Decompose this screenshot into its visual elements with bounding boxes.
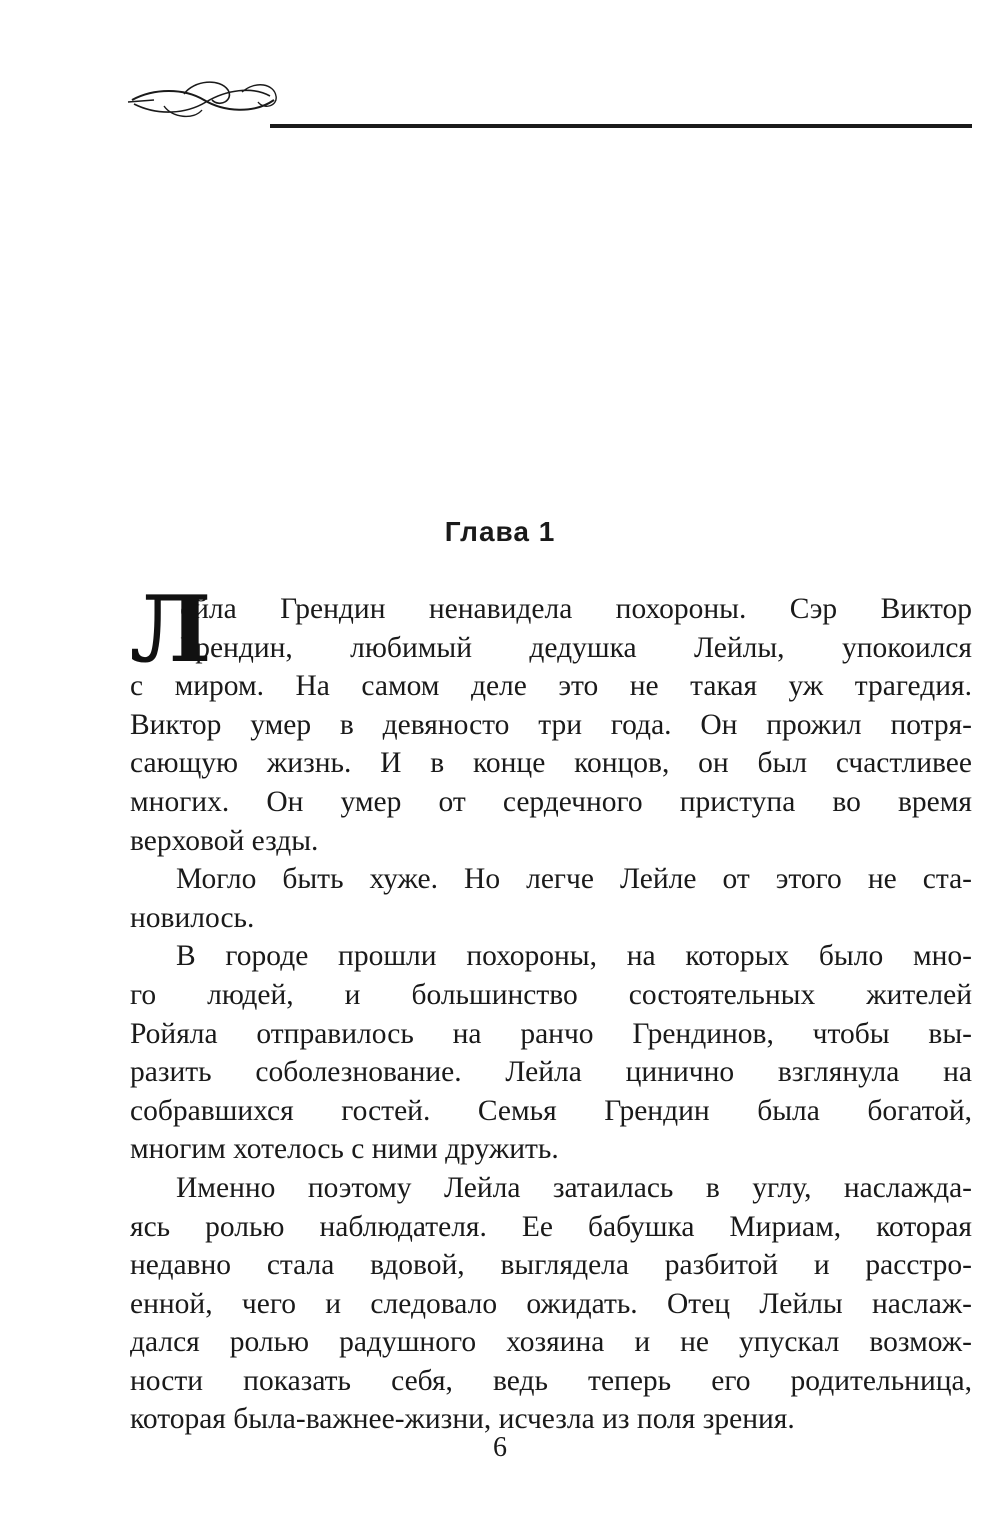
text-line: ясь ролью наблюдателя. Ее бабушка Мириам, которая (130, 1210, 972, 1243)
header-rule (270, 124, 972, 128)
paragraph-3 (130, 937, 972, 1169)
text-line: собравшихся гостей. Семья Грендин была богатой, (130, 1094, 972, 1127)
text-line: многих. Он умер от сердечного приступа во время (130, 785, 972, 818)
paragraph-2 (130, 860, 972, 937)
text-line: Виктор умер в девяносто три года. Он прожил потря- (130, 708, 972, 741)
text-line: которая была-важнее-жизни, исчезла из поля зрения. (130, 1403, 795, 1436)
text-line: Ройяла отправилось на ранчо Грендинов, чтобы вы- (130, 1017, 972, 1050)
chapter-title: Глава 1 (444, 516, 556, 547)
text-line: многим хотелось с ними дружить. (130, 1133, 559, 1166)
text-line: ейла Грендин ненавидела похороны. Сэр Виктор (180, 593, 972, 625)
text-line: с миром. На самом деле это не такая уж трагедия. (130, 670, 972, 703)
body-text (130, 575, 972, 1439)
text-line: разить соболезнование. Лейла цинично взглянула на (130, 1056, 972, 1089)
text-line: новилось. (130, 901, 255, 934)
paragraph-4 (130, 1169, 972, 1439)
text-line: недавно стала вдовой, выглядела разбитой и расстро- (130, 1249, 972, 1282)
text-line: В городе прошли похороны, на которых было мно- (176, 940, 972, 973)
text-line: дался ролью радушного хозяина и не упускал возмож- (130, 1326, 972, 1359)
text-line: Именно поэтому Лейла затаилась в углу, наслажда- (176, 1171, 972, 1204)
text-line: верховой езды. (130, 824, 319, 857)
drop-cap: Л (130, 575, 212, 683)
flourish-ornament-icon (124, 70, 284, 130)
text-line: енной, чего и следовало ожидать. Отец Лейлы наслаж- (130, 1287, 972, 1320)
page-number: 6 (493, 1432, 507, 1463)
text-line: Грендин, любимый дедушка Лейлы, упокоился (180, 631, 972, 664)
paragraph-1 (130, 575, 972, 860)
text-line: го людей, и большинство состоятельных жителей (130, 978, 972, 1011)
text-line: Могло быть хуже. Но легче Лейле от этого не ста- (176, 863, 972, 896)
text-line: сающую жизнь. И в конце концов, он был счастливее (130, 747, 972, 780)
text-line: ности показать себя, ведь теперь его родительница, (130, 1364, 972, 1397)
